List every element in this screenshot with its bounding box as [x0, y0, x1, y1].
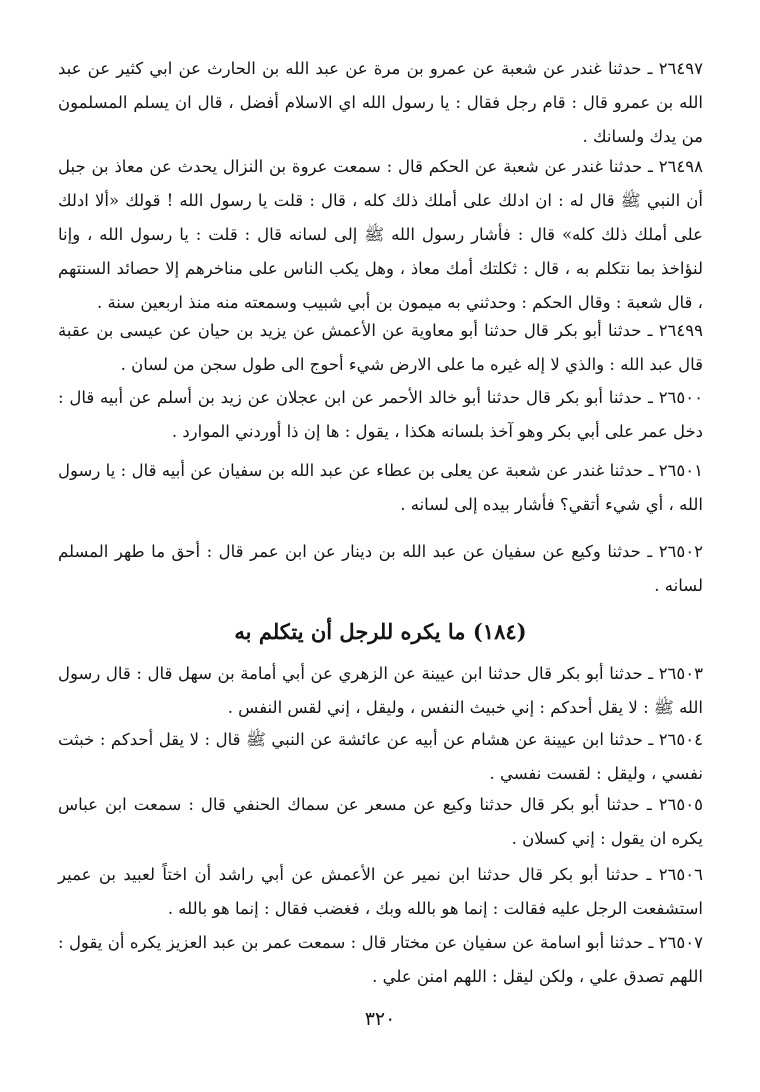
hadith-entry-26505: [58, 788, 703, 856]
hadith-text: ٢٦٤٩٧ ـ حدثنا غندر عن شعبة عن عمرو بن مرة عن عبد الله بن الحارث عن ابي كثير عن عبد الله بن عمرو قال : قام رجل فقال : يا رسول الله اي الاسلام أفضل ، قال ان يسلم المسلمون من يدك ولسانك .: [58, 59, 703, 146]
hadith-entry-26497: [58, 52, 703, 154]
hadith-text: ٢٦٥٠٧ ـ حدثنا أبو اسامة عن سفيان عن مختار قال : سمعت عمر بن عبد العزيز يكره أن يقول : اللهم تصدق علي ، ولكن ليقل : اللهم امنن علي .: [58, 933, 703, 986]
hadith-text: ٢٦٥٠١ ـ حدثنا غندر عن شعبة عن يعلى بن عطاء عن عبد الله بن سفيان عن أبيه قال : يا رسول الله ، أي شيء أتقي؟ فأشار بيده إلى لسانه .: [58, 461, 703, 514]
hadith-text: ٢٦٤٩٩ ـ حدثنا أبو بكر قال حدثنا أبو معاوية عن الأعمش عن يزيد بن حيان عن عيسى بن عقبة قال عبد الله : والذي لا إله غيره ما على الارض شيء أحوج الى طول سجن من لسان .: [58, 321, 703, 374]
hadith-entry-26500: [58, 381, 703, 449]
hadith-entry-26506: [58, 858, 703, 926]
hadith-entry-26501: [58, 454, 703, 522]
hadith-entry-26499: [58, 314, 703, 382]
page-number: ٣٢٠: [364, 1008, 396, 1030]
hadith-text: ٢٦٥٠٤ ـ حدثنا ابن عيينة عن هشام عن أبيه عن عائشة عن النبي ﷺ قال : لا يقل أحدكم : خبثت نفسي ، وليقل : لقست نفسي .: [58, 730, 703, 783]
hadith-text: ٢٦٥٠٦ ـ حدثنا أبو بكر قال حدثنا ابن نمير عن الأعمش عن أبي راشد أن اختاً لعبيد بن عمير استشفعت الرجل عليه فقالت : إنما هو بالله وبك ، فغضب فقال : إنما هو بالله .: [58, 865, 703, 918]
hadith-entry-26504: [58, 723, 703, 791]
hadith-text: ٢٦٥٠٠ ـ حدثنا أبو بكر قال حدثنا أبو خالد الأحمر عن ابن عجلان عن زيد بن أسلم عن أبيه قال : دخل عمر على أبي بكر وهو آخذ بلسانه هكذا ، يقول : ها إن ذا أوردني الموارد .: [58, 388, 703, 441]
hadith-text: ٢٦٥٠٣ ـ حدثنا أبو بكر قال حدثنا ابن عيينة عن الزهري عن أبي أمامة بن سهل قال : قال رسول الله ﷺ : لا يقل أحدكم : إني خبيث النفس ، وليقل ، إني لقس النفس .: [58, 664, 703, 717]
hadith-entry-26503: [58, 657, 703, 725]
hadith-text: ٢٦٥٠٥ ـ حدثنا أبو بكر قال حدثنا وكيع عن مسعر عن سماك الحنفي قال : سمعت ابن عباس يكره ان يقول : إني كسلان .: [58, 795, 703, 848]
hadith-text: ٢٦٤٩٨ ـ حدثنا غندر عن شعبة عن الحكم قال : سمعت عروة بن النزال يحدث عن معاذ بن جبل أن النبي ﷺ قال له : ان ادلك على أملك ذلك كله ، قال : قلت يا رسول الله ! قولك «ألا ادلك على أملك ذلك كله» قال : فأشار رسول الله ﷺ إلى لسانه قال : قلت : يا رسول الله ، وإنا لنؤاخذ بما نتكلم به ، قال : ثكلتك أمك معاذ ، وهل يكب الناس على مناخرهم إلا حصائد السنتهم ، قال شعبة : وقال الحكم : وحدثني به ميمون بن أبي شبيب وسمعته منه منذ اربعين سنة .: [58, 157, 703, 312]
hadith-text: ٢٦٥٠٢ ـ حدثنا وكيع عن سفيان عن عبد الله بن دينار عن ابن عمر قال : أحق ما طهر المسلم لسانه .: [58, 542, 703, 595]
hadith-entry-26507: [58, 926, 703, 994]
chapter-heading: (١٨٤) ما يكره للرجل أن يتكلم به: [234, 619, 527, 644]
hadith-entry-26498: [58, 150, 703, 320]
hadith-entry-26502: [58, 535, 703, 603]
